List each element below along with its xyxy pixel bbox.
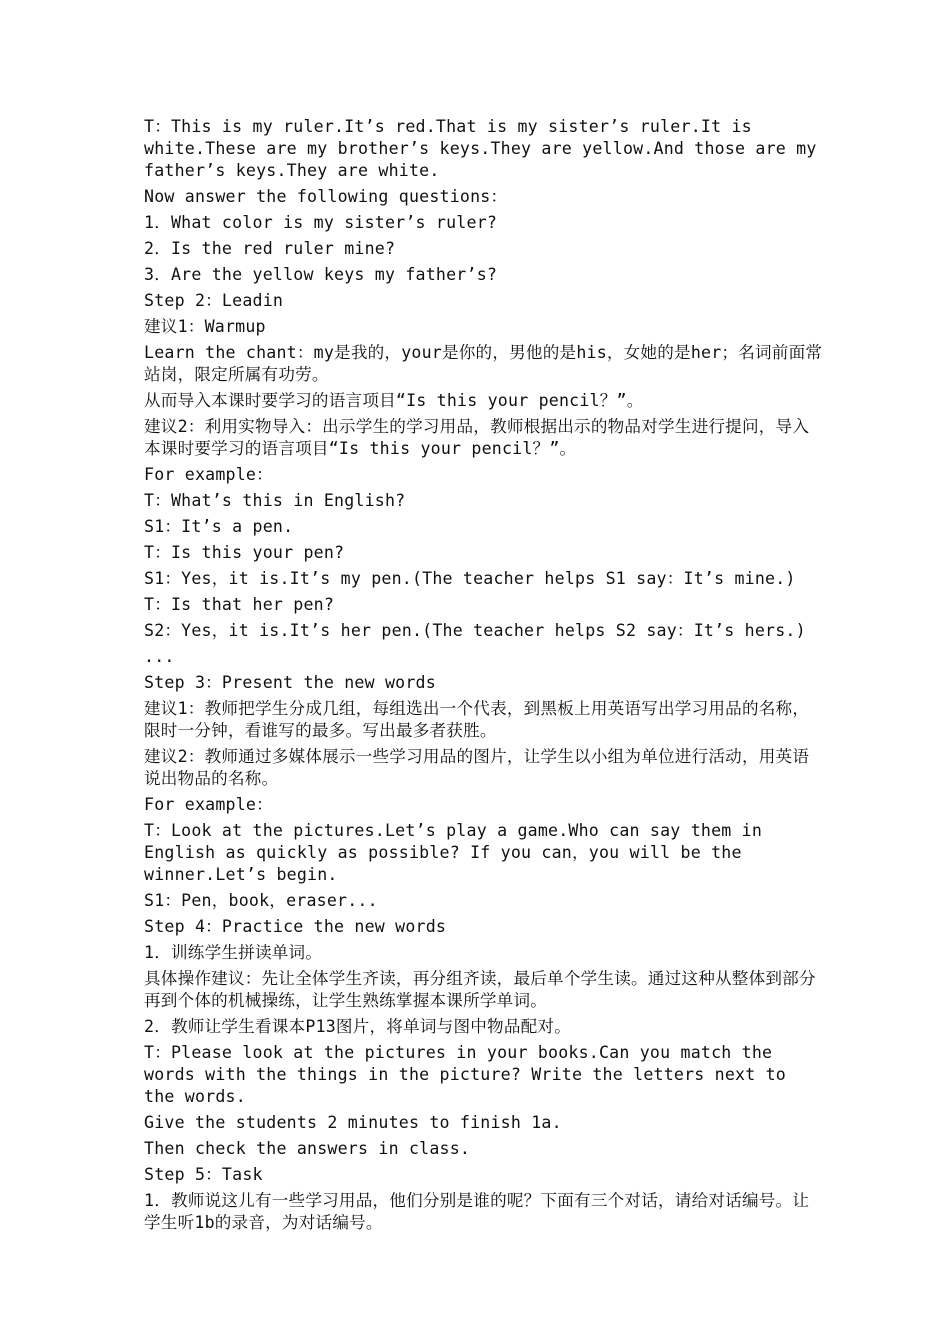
dialogue-line: T：Please look at the pictures in your books.Can you match the words with the things in the picture? Write the letters next to the words. (144, 1043, 797, 1106)
practice-item-1: 1．训练学生拼读单词。 (144, 943, 323, 962)
dialogue-line: T：Is this your pen? (144, 543, 345, 562)
suggestion-1-step-3: 建议1：教师把学生分成几组，每组选出一个代表，到黑板上用英语写出学习用品的名称，限时一分钟，看谁写的最多。写出最多者获胜。 (144, 699, 810, 740)
question-3: 3．Are the yellow keys my father’s? (144, 265, 498, 284)
step-4-heading: Step 4：Practice the new words (144, 917, 447, 936)
dialogue-line: S1：It’s a pen. (144, 517, 294, 536)
step-2-heading: Step 2：Leadin (144, 291, 284, 310)
dialogue-line: T：What’s this in English? (144, 491, 406, 510)
dialogue-line: S2：Yes，it is.It’s her pen.(The teacher helps S2 say：It’s hers.) (144, 621, 806, 640)
dialogue-line: S1：Yes，it is.It’s my pen.(The teacher helps S1 say：It’s mine.) (144, 569, 796, 588)
question-2: 2．Is the red ruler mine? (144, 239, 396, 258)
dialogue-line: S1：Pen，book，eraser... (144, 891, 378, 910)
document-body (144, 116, 827, 1234)
question-1: 1．What color is my sister’s ruler? (144, 213, 498, 232)
dialogue-line: T：Is that her pen? (144, 595, 335, 614)
for-example-label: For example： (144, 795, 273, 814)
paragraph-intro: T：This is my ruler.It’s red.That is my sister’s ruler.It is white.These are my brother’s keys.They are yellow.And those are my father’s keys.They are white. (144, 117, 827, 180)
suggestion-2-step-3: 建议2：教师通过多媒体展示一些学习用品的图片，让学生以小组为单位进行活动，用英语说出物品的名称。 (144, 747, 810, 788)
instruction-line: Then check the answers in class. (144, 1139, 471, 1158)
step-5-heading: Step 5：Task (144, 1165, 263, 1184)
suggestion-2: 建议2：利用实物导入：出示学生的学习用品，教师根据出示的物品对学生进行提问，导入本课时要学习的语言项目“Is this your pencil？”。 (144, 417, 810, 458)
for-example-label: For example： (144, 465, 273, 484)
task-item-1: 1．教师说这儿有一些学习用品，他们分别是谁的呢？下面有三个对话，请给对话编号。让学生听1b的录音，为对话编号。 (144, 1191, 810, 1232)
lead-in-paragraph: 从而导入本课时要学习的语言项目“Is this your pencil？”。 (144, 391, 644, 410)
paragraph-instruction: Now answer the following questions： (144, 187, 508, 206)
ellipsis: ... (144, 647, 175, 666)
suggestion-1: 建议1：Warmup (144, 317, 266, 336)
chant-paragraph: Learn the chant：my是我的，your是你的，男他的是his，女她的是her；名词前面常站岗，限定所属有功劳。 (144, 343, 823, 384)
practice-detail: 具体操作建议：先让全体学生齐读，再分组齐读，最后单个学生读。通过这种从整体到部分再到个体的机械操练，让学生熟练掌握本课所学单词。 (144, 969, 816, 1010)
instruction-line: Give the students 2 minutes to finish 1a. (144, 1113, 562, 1132)
step-3-heading: Step 3：Present the new words (144, 673, 436, 692)
dialogue-line: T：Look at the pictures.Let’s play a game.Who can say them in English as quickly as possible? If you can，you will be the winner.Let’s begin. (144, 821, 773, 884)
practice-item-2: 2．教师让学生看课本P13图片，将单词与图中物品配对。 (144, 1017, 572, 1036)
